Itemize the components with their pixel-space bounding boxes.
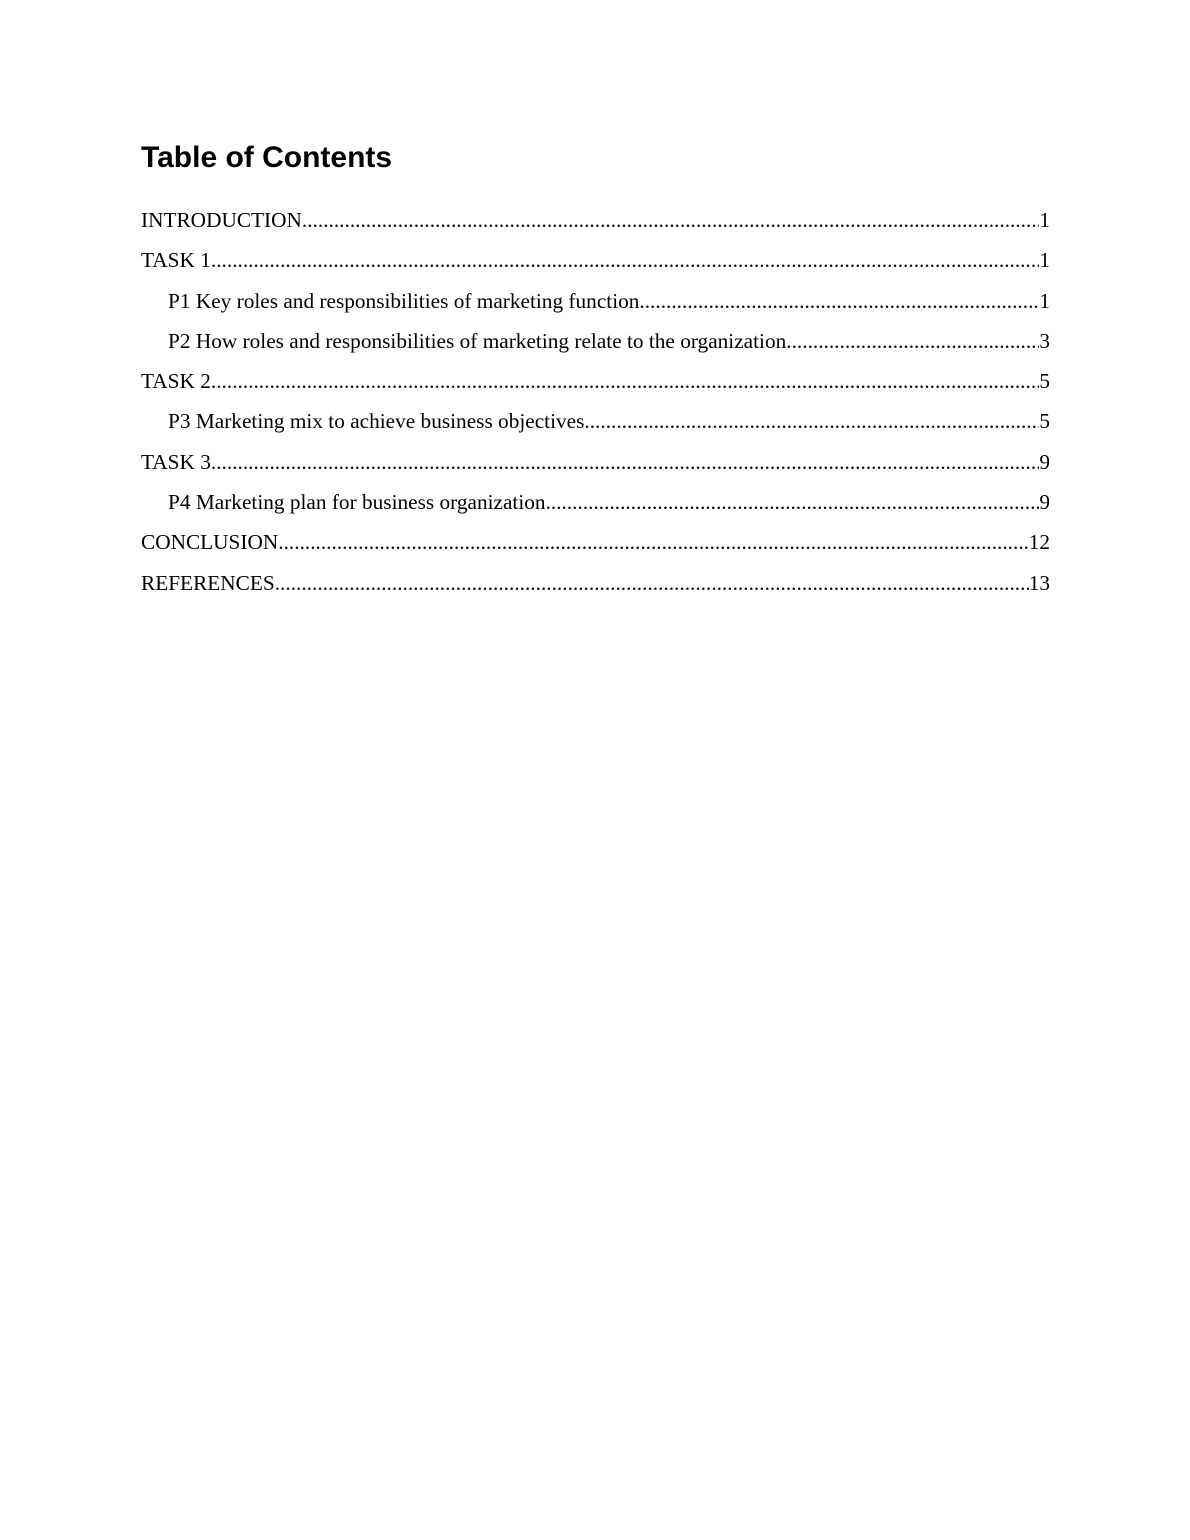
toc-page-number: 12	[1028, 530, 1050, 555]
toc-entry-text: P3 Marketing mix to achieve business objectives	[168, 409, 585, 434]
toc-page-number: 13	[1028, 570, 1050, 595]
dot-leader	[786, 323, 1039, 359]
toc-page-number: 1	[1039, 288, 1050, 313]
toc-title: Table of Contents	[141, 141, 393, 174]
toc-entry-text: CONCLUSION	[141, 530, 279, 555]
toc-page-number: 3	[1039, 328, 1050, 353]
toc-entry-p1[interactable]	[141, 283, 1050, 323]
toc-entry-text: REFERENCES	[141, 570, 275, 595]
dot-leader	[275, 565, 1029, 601]
toc-list	[141, 202, 1050, 605]
toc-page-number: 9	[1039, 449, 1050, 474]
toc-page-number: 9	[1039, 490, 1050, 515]
toc-entry-text: P4 Marketing plan for business organization	[168, 490, 546, 515]
toc-page-number: 5	[1039, 369, 1050, 394]
toc-entry-p3[interactable]	[141, 403, 1050, 443]
toc-entry-task-1[interactable]	[141, 242, 1050, 282]
dot-leader	[211, 242, 1039, 278]
toc-entry-conclusion[interactable]	[141, 524, 1050, 564]
toc-entry-p4[interactable]	[141, 484, 1050, 524]
dot-leader	[302, 202, 1039, 238]
toc-entry-references[interactable]	[141, 565, 1050, 605]
toc-entry-task-2[interactable]	[141, 363, 1050, 403]
dot-leader	[278, 524, 1028, 560]
toc-entry-text: INTRODUCTION	[141, 208, 302, 232]
dot-leader	[211, 363, 1039, 399]
toc-entry-text: TASK 1	[141, 248, 211, 273]
dot-leader	[639, 283, 1039, 319]
toc-entry-p2[interactable]	[141, 323, 1050, 363]
toc-entry-text: P2 How roles and responsibilities of marketing relate to the organization	[168, 328, 787, 353]
dot-leader	[546, 484, 1040, 520]
dot-leader	[584, 403, 1039, 439]
toc-page-number: 5	[1039, 409, 1050, 434]
toc-entry-text: TASK 2	[141, 369, 211, 394]
toc-entry-task-3[interactable]	[141, 444, 1050, 484]
toc-entry-introduction[interactable]	[141, 202, 1050, 242]
toc-entry-text: P1 Key roles and responsibilities of marketing function	[168, 288, 640, 313]
toc-page-number: 1	[1039, 248, 1050, 273]
toc-entry-text: TASK 3	[141, 449, 211, 474]
toc-page-number: 1	[1039, 208, 1050, 232]
dot-leader	[211, 444, 1039, 480]
